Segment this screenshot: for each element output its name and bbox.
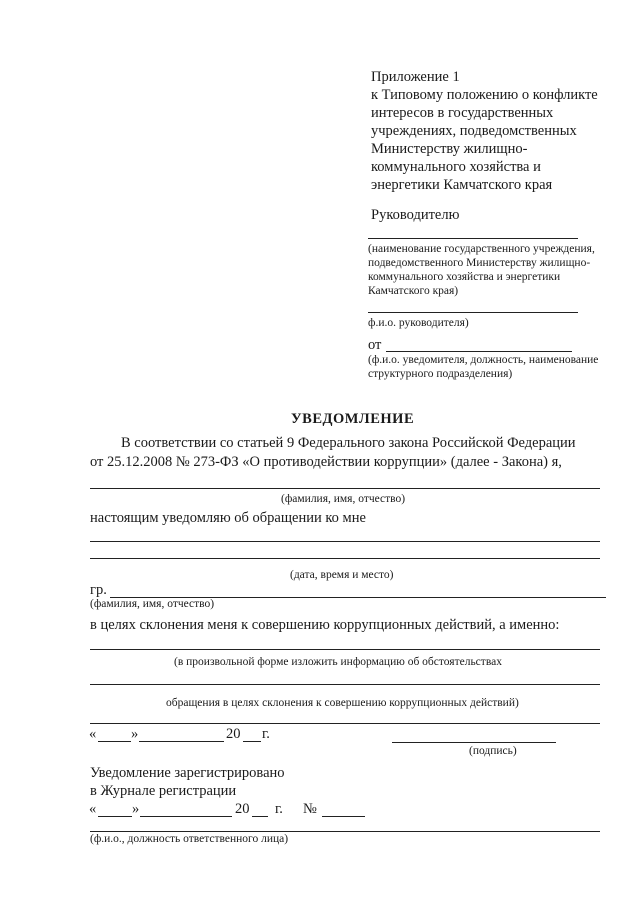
details-field-line[interactable] [90,723,600,724]
datetime-field-line[interactable] [90,541,600,542]
intro-text: В соответствии со статьей 9 Федерального закона Российской Федерации [121,435,576,451]
fio-field-line[interactable] [90,488,600,489]
year-field-line[interactable] [243,741,261,742]
details-hint: обращения в целях склонения к совершению коррупционных действий) [166,697,519,709]
reg-year-field-line[interactable] [252,816,268,817]
appendix-line: Министерству жилищно- [371,141,528,157]
appendix-line: энергетики Камчатского края [371,177,553,193]
number-sign: № [303,801,317,817]
appendix-line: интересов в государственных [371,105,554,121]
from-hint: структурного подразделения) [368,368,513,380]
intro-text: от 25.12.2008 № 273-ФЗ «О противодействии коррупции» (далее - Закона) я, [90,454,562,470]
from-label: от [368,337,382,353]
year-suffix: г. [262,726,270,742]
institution-hint: коммунального хозяйства и энергетики [368,271,561,283]
appendix-line: Приложение 1 [371,69,460,85]
institution-field-line[interactable] [368,238,578,239]
institution-hint: подведомственного Министерству жилищно- [368,257,591,269]
details-hint: (в произвольной форме изложить информацию об обстоятельствах [174,656,502,668]
responsible-field-line[interactable] [90,831,600,832]
reg-date-quote-close: » [132,801,140,817]
fio-hint: (фамилия, имя, отчество) [281,493,406,505]
signature-hint: (подпись) [469,745,517,757]
notify-text: настоящим уведомляю об обращении ко мне [90,510,366,526]
reg-day-field-line[interactable] [98,816,132,817]
document-title: УВЕДОМЛЕНИЕ [291,411,415,427]
head-name-hint: ф.и.о. руководителя) [368,317,469,329]
registration-text: Уведомление зарегистрировано [90,765,285,781]
month-field-line[interactable] [139,741,224,742]
signature-field-line[interactable] [392,742,556,743]
day-field-line[interactable] [98,741,131,742]
citizen-hint: (фамилия, имя, отчество) [90,598,215,610]
appendix-line: к Типовому положению о конфликте [371,87,598,103]
purpose-text: в целях склонения меня к совершению коррупционных действий, а именно: [90,617,560,633]
from-hint: (ф.и.о. уведомителя, должность, наименование [368,354,599,366]
details-field-line[interactable] [90,684,600,685]
citizen-prefix: гр. [90,582,107,598]
date-quote-open: « [89,726,97,742]
reg-number-field-line[interactable] [322,816,365,817]
appendix-line: учреждениях, подведомственных [371,123,577,139]
year-prefix: 20 [226,726,241,742]
datetime-hint: (дата, время и место) [290,569,394,581]
reg-year-suffix: г. [275,801,283,817]
institution-hint: (наименование государственного учреждения, [368,243,595,255]
responsible-hint: (ф.и.о., должность ответственного лица) [90,833,289,845]
institution-hint: Камчатского края) [368,285,459,297]
datetime-field-line[interactable] [90,558,600,559]
details-field-line[interactable] [90,649,600,650]
head-name-field-line[interactable] [368,312,578,313]
reg-year-prefix: 20 [235,801,250,817]
from-field-line[interactable] [386,351,572,352]
reg-date-quote-open: « [89,801,97,817]
date-quote-close: » [131,726,139,742]
addressee-label: Руководителю [371,207,460,223]
registration-text: в Журнале регистрации [90,783,237,799]
reg-month-field-line[interactable] [140,816,232,817]
appendix-line: коммунального хозяйства и [371,159,541,175]
